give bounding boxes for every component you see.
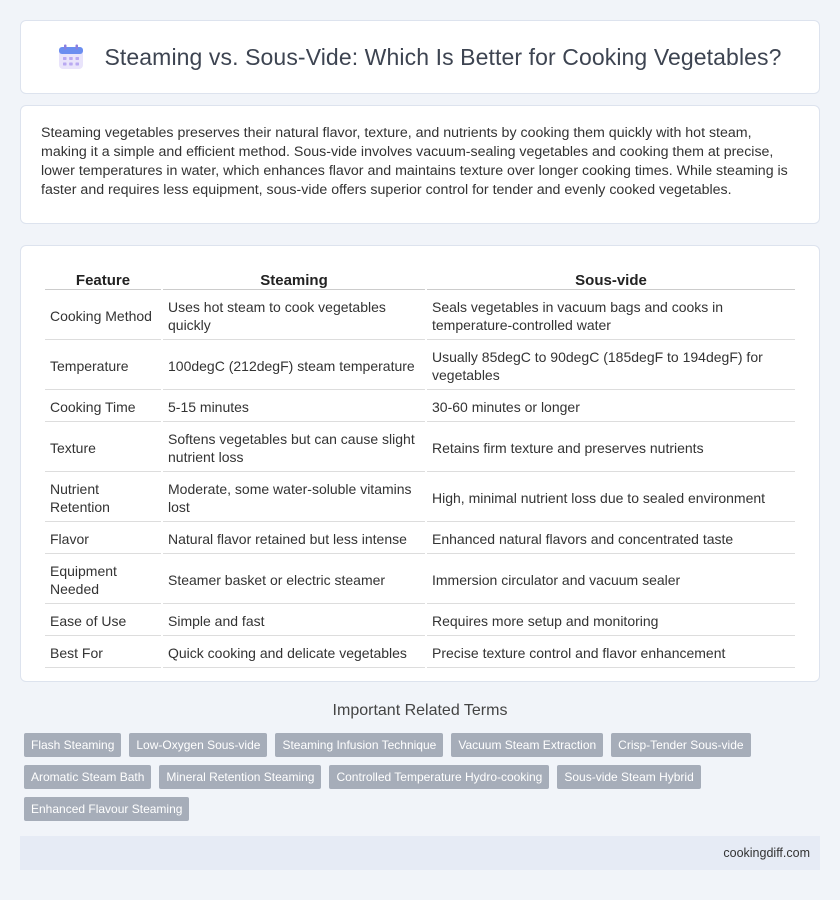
calendar-icon (58, 44, 84, 70)
feature-cell: Ease of Use (45, 606, 161, 636)
tag-flash-steaming[interactable]: Flash Steaming (24, 733, 121, 757)
sous-vide-cell: Seals vegetables in vacuum bags and cooks in temperature-controlled water (427, 292, 795, 340)
tag-aromatic-steam-bath[interactable]: Aromatic Steam Bath (24, 765, 151, 789)
table-row (45, 606, 795, 636)
table-row (45, 474, 795, 522)
feature-cell: Texture (45, 424, 161, 472)
table-row (45, 292, 795, 340)
tag-controlled-temperature-hydro-cooking[interactable]: Controlled Temperature Hydro-cooking (329, 765, 549, 789)
header-steaming: Steaming (163, 268, 425, 290)
sous-vide-cell: Retains firm texture and preserves nutrients (427, 424, 795, 472)
sous-vide-cell: Precise texture control and flavor enhancement (427, 638, 795, 668)
header-feature: Feature (45, 268, 161, 290)
tag-steaming-infusion-technique[interactable]: Steaming Infusion Technique (275, 733, 443, 757)
feature-cell: Nutrient Retention (45, 474, 161, 522)
sous-vide-cell: Enhanced natural flavors and concentrated taste (427, 524, 795, 554)
table-row (45, 424, 795, 472)
steaming-cell: Steamer basket or electric steamer (163, 556, 425, 604)
footer (20, 836, 820, 870)
sous-vide-cell: Usually 85degC to 90degC (185degF to 194degF) for vegetables (427, 342, 795, 390)
table-row (45, 638, 795, 668)
tag-crisp-tender-sous-vide[interactable]: Crisp-Tender Sous-vide (611, 733, 750, 757)
related-terms-tags (24, 733, 824, 829)
tag-vacuum-steam-extraction[interactable]: Vacuum Steam Extraction (451, 733, 603, 757)
table-row (45, 342, 795, 390)
page-title: Steaming vs. Sous-Vide: Which Is Better for Cooking Vegetables? (104, 43, 782, 70)
sous-vide-cell: Immersion circulator and vacuum sealer (427, 556, 795, 604)
sous-vide-cell: Requires more setup and monitoring (427, 606, 795, 636)
feature-cell: Temperature (45, 342, 161, 390)
steaming-cell: Quick cooking and delicate vegetables (163, 638, 425, 668)
table-header-row (45, 268, 795, 290)
feature-cell: Cooking Method (45, 292, 161, 340)
steaming-cell: Softens vegetables but can cause slight nutrient loss (163, 424, 425, 472)
tag-low-oxygen-sous-vide[interactable]: Low-Oxygen Sous-vide (129, 733, 267, 757)
title-card (20, 20, 820, 94)
table-row (45, 392, 795, 422)
tag-mineral-retention-steaming[interactable]: Mineral Retention Steaming (159, 765, 321, 789)
footer-site-link[interactable]: cookingdiff.com (723, 846, 810, 860)
steaming-cell: Simple and fast (163, 606, 425, 636)
header-sous-vide: Sous-vide (427, 268, 795, 290)
feature-cell: Flavor (45, 524, 161, 554)
intro-card (20, 105, 820, 224)
sous-vide-cell: High, minimal nutrient loss due to sealed environment (427, 474, 795, 522)
tag-enhanced-flavour-steaming[interactable]: Enhanced Flavour Steaming (24, 797, 189, 821)
feature-cell: Cooking Time (45, 392, 161, 422)
feature-cell: Equipment Needed (45, 556, 161, 604)
steaming-cell: Moderate, some water-soluble vitamins lost (163, 474, 425, 522)
sous-vide-cell: 30-60 minutes or longer (427, 392, 795, 422)
comparison-table (43, 266, 797, 670)
intro-text: Steaming vegetables preserves their natural flavor, texture, and nutrients by cooking them quickly with hot steam, making it a simple and efficient method. Sous-vide involves vacuum-sealing vegetables and cooking them at precise, lower temperatures in water, which enhances flavor and maintains texture over longer cooking times. While steaming is faster and requires less equipment, sous-vide offers superior control for tender and evenly cooked vegetables. (41, 125, 788, 198)
table-row (45, 524, 795, 554)
steaming-cell: 5-15 minutes (163, 392, 425, 422)
tag-sous-vide-steam-hybrid[interactable]: Sous-vide Steam Hybrid (557, 765, 700, 789)
feature-cell: Best For (45, 638, 161, 668)
steaming-cell: Uses hot steam to cook vegetables quickly (163, 292, 425, 340)
related-terms-heading: Important Related Terms (332, 702, 508, 719)
comparison-card (20, 245, 820, 682)
steaming-cell: 100degC (212degF) steam temperature (163, 342, 425, 390)
table-row (45, 556, 795, 604)
steaming-cell: Natural flavor retained but less intense (163, 524, 425, 554)
